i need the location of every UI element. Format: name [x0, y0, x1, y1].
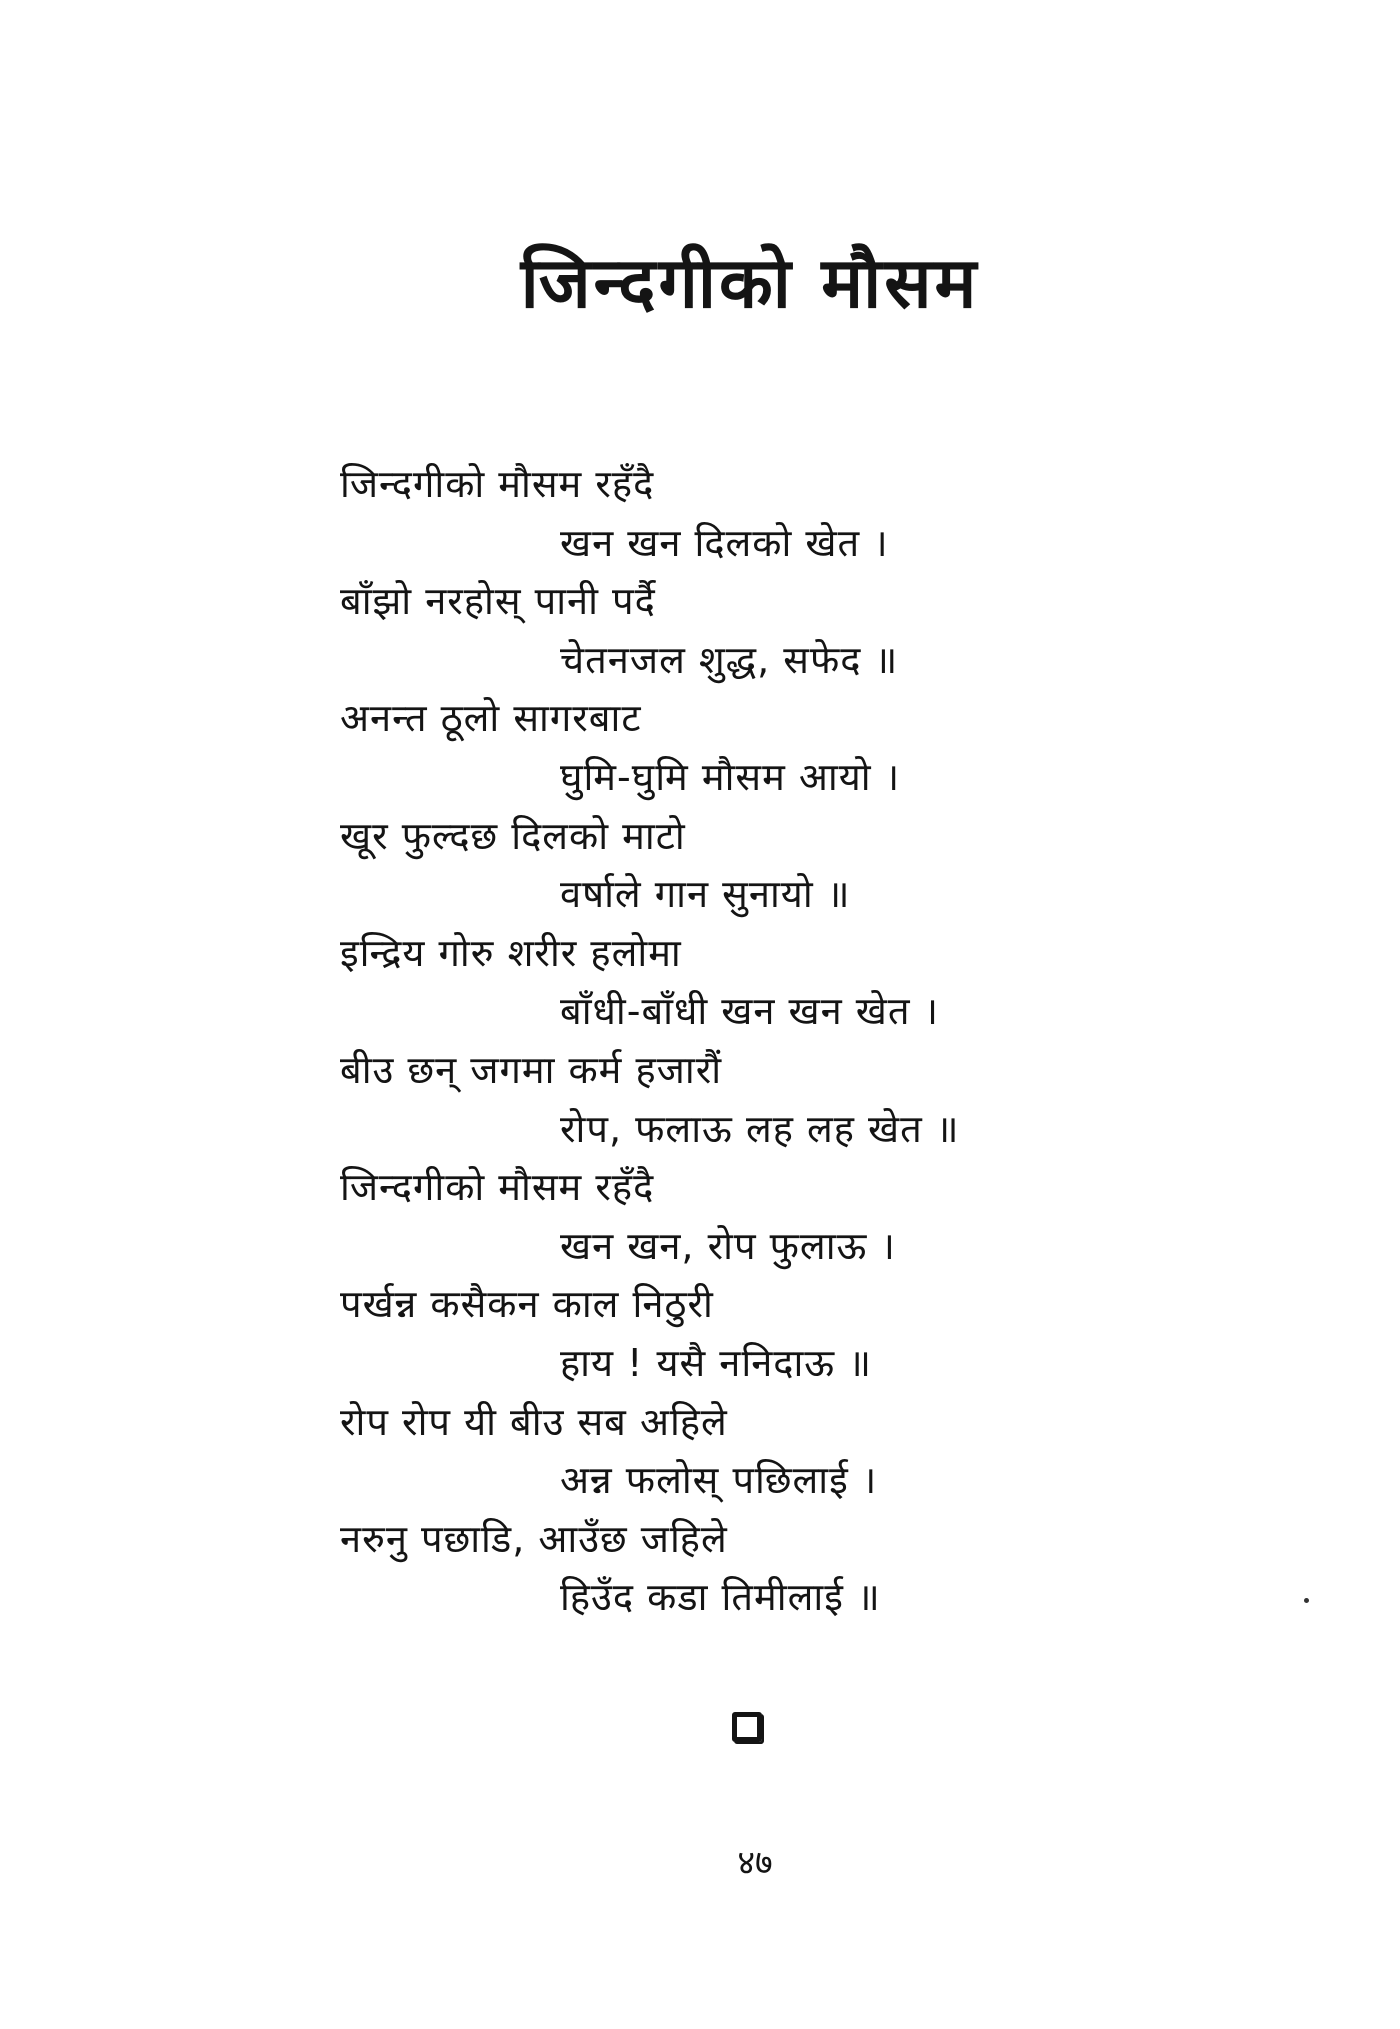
poem-line: रोप, फलाऊ लह लह खेत ॥ [560, 1106, 960, 1151]
poem-line: बाँझो नरहोस् पानी पर्दै [340, 579, 656, 624]
page-number: ४७ [737, 1843, 773, 1883]
poem-line: जिन्दगीको मौसम रहँदै [340, 1165, 655, 1210]
poem-line: जिन्दगीको मौसम रहँदै [340, 462, 655, 506]
poem-body [340, 455, 1140, 1627]
end-of-poem-square-icon [732, 1712, 762, 1742]
poem-line: नरुनु पछाडि, आउँछ जहिले [340, 1516, 728, 1561]
print-speck [1304, 1598, 1309, 1603]
page-title: जिन्दगीको मौसम [520, 242, 980, 324]
poem-line: अन्न फलोस् पछिलाई । [560, 1458, 878, 1503]
poem-line: बीउ छन् जगमा कर्म हजारौं [340, 1047, 723, 1092]
poem-line: अनन्त ठूलो सागरबाट [340, 696, 642, 741]
poem-line: खूर फुल्दछ दिलको माटो [340, 813, 686, 858]
poem-line: रोप रोप यी बीउ सब अहिले [340, 1399, 728, 1444]
poem-line: बाँधी-बाँधी खन खन खेत । [560, 989, 940, 1034]
poem-line: खन खन दिलको खेत । [560, 520, 889, 565]
poem-line: हिउँद कडा तिमीलाई ॥ [560, 1575, 881, 1620]
poem-line: पर्खन्न कसैकन काल निठुरी [340, 1282, 714, 1327]
poem-line: हाय ! यसै ननिदाऊ ॥ [560, 1340, 872, 1385]
poem-line: इन्द्रिय गोरु शरीर हलोमा [340, 930, 682, 975]
poem-line: चेतनजल शुद्ध, सफेद ॥ [560, 637, 899, 682]
poem-line: खन खन, रोप फुलाऊ । [560, 1223, 896, 1268]
poem-line: घुमि-घुमि मौसम आयो । [560, 754, 901, 799]
poem-line: वर्षाले गान सुनायो ॥ [560, 872, 851, 917]
